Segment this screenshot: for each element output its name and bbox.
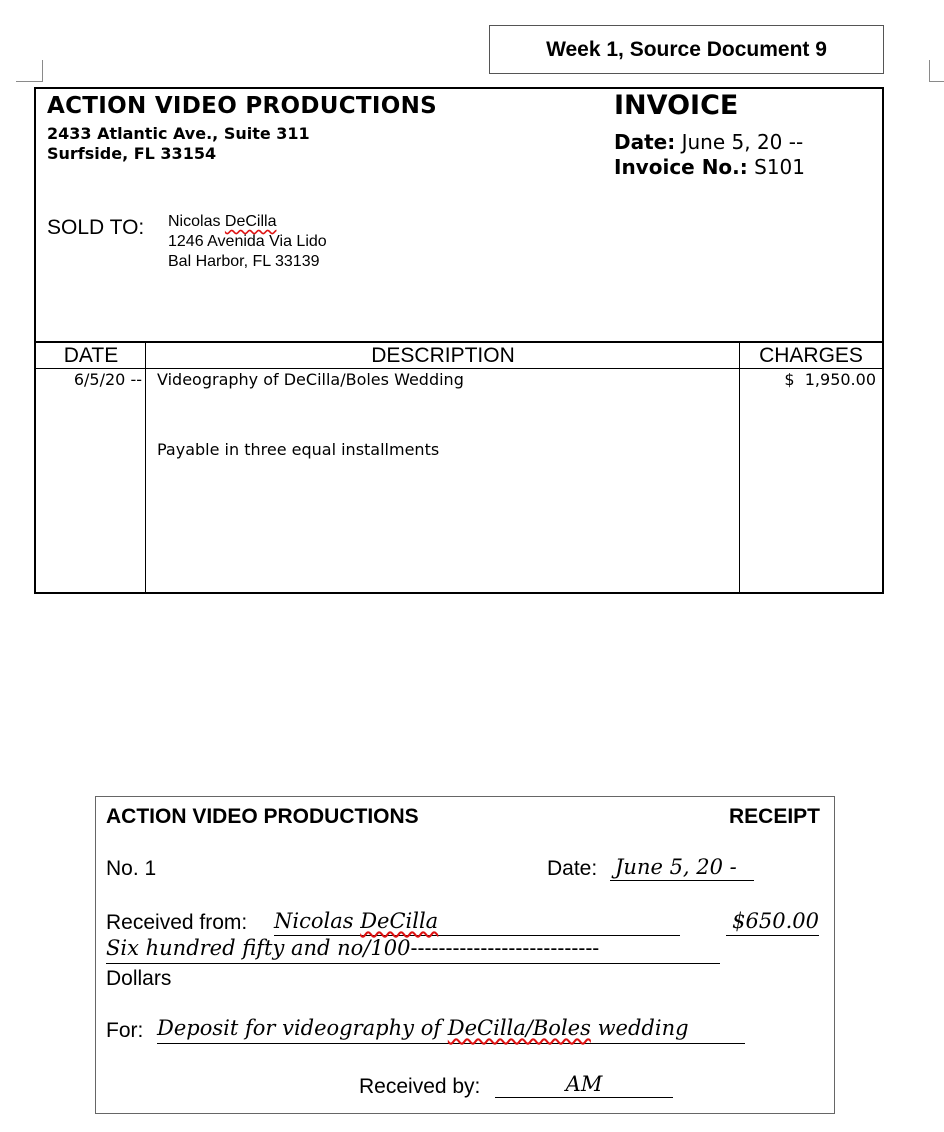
sold-to-label: SOLD TO: (47, 216, 145, 239)
received-by-label: Received by: (359, 1075, 481, 1098)
invoice-column-divider-date (145, 343, 146, 592)
receipt-date-label: Date: (547, 857, 598, 880)
invoice-date-value: June 5, 20 -- (681, 130, 804, 154)
table-header-date: DATE (63, 344, 119, 367)
amount-in-words: Six hundred fifty and no/100 (106, 936, 411, 960)
received-by-value: AM (565, 1072, 603, 1096)
for-suffix: wedding (597, 1016, 689, 1040)
table-row-charges: $ 1,950.00 (784, 370, 876, 389)
crop-mark-right-horizontal (929, 81, 944, 82)
invoice-number-value: S101 (754, 155, 806, 179)
invoice-date-row (614, 130, 803, 154)
customer-address-block (168, 212, 327, 272)
for-prefix: Deposit for videography of (157, 1016, 442, 1040)
received-from-field (274, 909, 680, 936)
received-from-first-name: Nicolas (274, 909, 354, 933)
source-document-label-text: Week 1, Source Document 9 (546, 37, 827, 61)
receipt-company-name: ACTION VIDEO PRODUCTIONS (106, 805, 419, 828)
receipt-date-row (547, 857, 597, 881)
table-row-date: 6/5/20 -- (73, 370, 142, 389)
received-from-label: Received from: (106, 911, 248, 934)
received-from-last-name: DeCilla (360, 909, 439, 933)
receipt-title: RECEIPT (728, 805, 820, 828)
customer-last-name: DeCilla (224, 213, 277, 230)
customer-name (168, 212, 327, 232)
invoice-title: INVOICE (614, 90, 739, 121)
customer-first-name: Nicolas (168, 213, 221, 230)
amount-in-words-dashes: --------------------------- (410, 937, 600, 960)
receipt-number: No. 1 (106, 857, 157, 880)
source-document-label (489, 25, 884, 74)
customer-city-state-zip: Bal Harbor, FL 33139 (168, 253, 320, 270)
invoice-number-label: Invoice No.: (614, 155, 748, 179)
for-label: For: (106, 1019, 144, 1042)
invoice-payment-note: Payable in three equal installments (157, 440, 440, 459)
customer-street: 1246 Avenida Via Lido (168, 233, 327, 250)
invoice-address-line1: 2433 Atlantic Ave., Suite 311 (47, 124, 310, 143)
receipt-date-field (610, 855, 754, 881)
for-field (157, 1016, 745, 1044)
crop-mark-left-horizontal (16, 81, 43, 82)
invoice-date-label: Date: (614, 130, 676, 154)
invoice-table-header-line (36, 368, 882, 369)
invoice-section-divider (36, 341, 882, 343)
receipt-amount: $650.00 (732, 909, 819, 933)
crop-mark-right (929, 60, 930, 82)
table-header-charges: CHARGES (759, 344, 863, 367)
receipt-amount-field (726, 909, 819, 936)
table-row-description: Videography of DeCilla/Boles Wedding (157, 370, 464, 389)
table-header-description: DESCRIPTION (371, 344, 515, 367)
invoice (34, 87, 884, 594)
for-names: DeCilla/Boles (447, 1016, 591, 1040)
dollars-label: Dollars (106, 967, 172, 990)
invoice-number-row (614, 155, 805, 179)
receipt-date-value: June 5, 20 - (615, 855, 737, 879)
invoice-company-name: ACTION VIDEO PRODUCTIONS (47, 93, 438, 119)
amount-in-words-field (106, 936, 720, 964)
received-by-field (495, 1072, 673, 1098)
receipt (95, 796, 835, 1114)
crop-mark-left (42, 60, 43, 82)
invoice-address-line2: Surfside, FL 33154 (47, 144, 217, 163)
